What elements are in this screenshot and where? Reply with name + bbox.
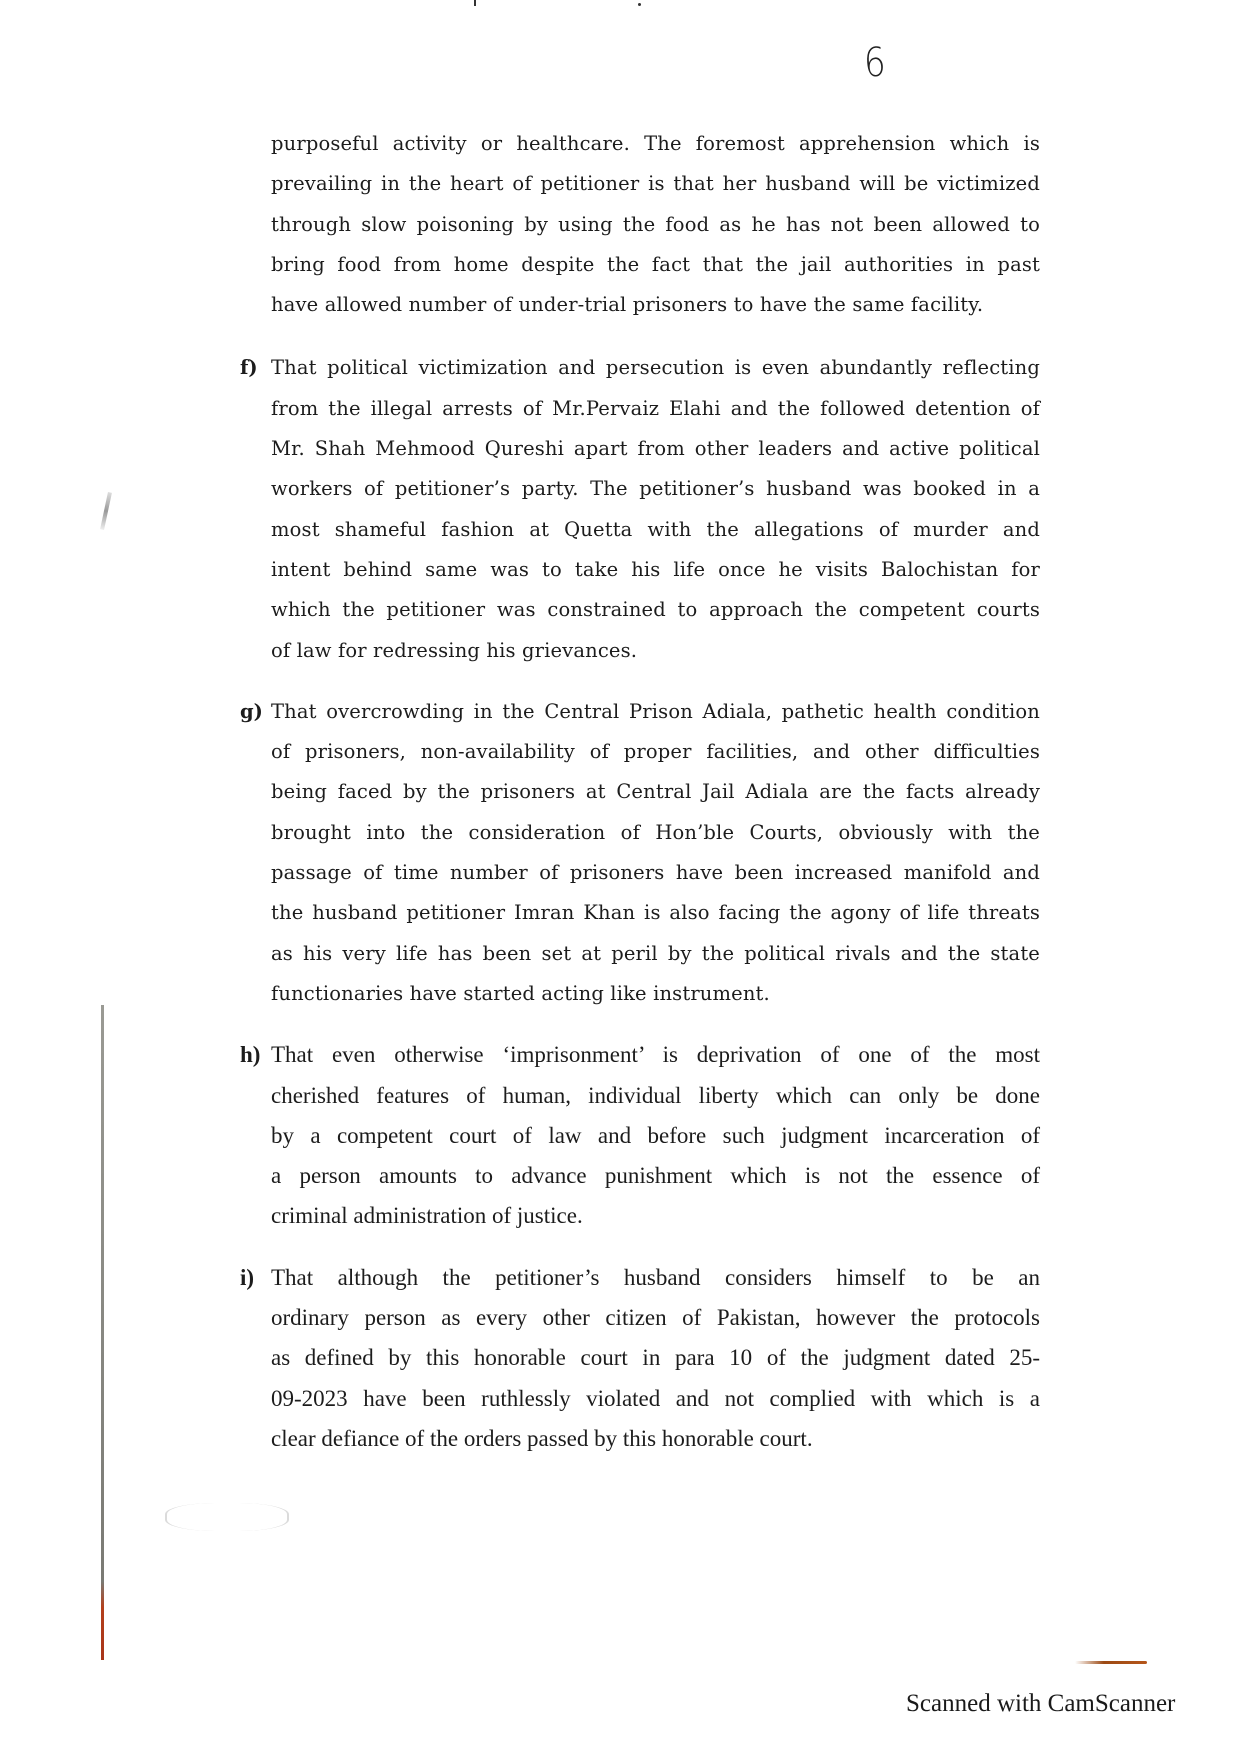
scan-artifact-smudge	[100, 492, 112, 530]
paragraph-g	[240, 692, 1040, 1014]
text-line: being faced by the prisoners at Central Jail Adiala are the facts already	[271, 780, 1040, 804]
scan-artifact-mark	[474, 0, 476, 6]
text-line: brought into the consideration of Hon’ble Courts, obviously with the	[271, 820, 1040, 844]
text-line: bring food from home despite the fact that the jail authorities in past	[271, 252, 1040, 276]
text-line: cherished features of human, individual liberty which can only be done	[271, 1082, 1040, 1108]
text-line: a person amounts to advance punishment which is not the essence of	[271, 1163, 1040, 1189]
text-line: ordinary person as every other citizen of Pakistan, however the protocols	[271, 1305, 1040, 1331]
camscanner-watermark: Scanned with CamScanner	[906, 1690, 1176, 1717]
paragraph-h	[240, 1035, 1040, 1236]
text-line: That political victimization and persecution is even abundantly reflecting	[271, 356, 1040, 380]
text-line: prevailing in the heart of petitioner is that her husband will be victimized	[271, 172, 1040, 196]
text-line: That although the petitioner’s husband considers himself to be an	[271, 1264, 1040, 1290]
text-line: most shameful fashion at Quetta with the allegations of murder and	[271, 517, 1040, 541]
text-line: functionaries have started acting like instrument.	[271, 981, 770, 1005]
binding-edge-line	[101, 1005, 104, 1660]
text-line: of prisoners, non-availability of proper facilities, and other difficulties	[271, 740, 1040, 764]
text-line: purposeful activity or healthcare. The foremost apprehension which is	[271, 132, 1040, 155]
paragraph-label: f)	[240, 356, 258, 380]
text-line: intent behind same was to take his life once he visits Balochistan for	[271, 557, 1040, 581]
pen-stroke-mark	[1075, 1661, 1147, 1664]
paragraph-f	[240, 348, 1040, 670]
scan-artifact-dot	[638, 3, 641, 6]
text-line: passage of time number of prisoners have been increased manifold and	[271, 861, 1040, 885]
document-body	[240, 124, 1040, 1480]
text-line: through slow poisoning by using the food as he has not been allowed to	[271, 212, 1040, 236]
text-line: 09-2023 have been ruthlessly violated and not complied with which is a	[271, 1385, 1040, 1411]
text-line: workers of petitioner’s party. The petitioner’s husband was booked in a	[271, 477, 1040, 501]
text-line: Mr. Shah Mehmood Qureshi apart from other leaders and active political	[271, 437, 1040, 461]
text-line: criminal administration of justice.	[271, 1203, 583, 1229]
stamp-ring-icon	[165, 1503, 289, 1531]
paragraph-label: g)	[240, 699, 263, 723]
text-line: as defined by this honorable court in para 10 of the judgment dated 25-	[271, 1345, 1040, 1371]
handwritten-page-number: 6	[862, 39, 887, 87]
paragraph-e-continuation	[240, 124, 1040, 325]
text-line: as his very life has been set at peril by the political rivals and the state	[271, 941, 1040, 965]
text-line: from the illegal arrests of Mr.Pervaiz Elahi and the followed detention of	[271, 396, 1040, 420]
text-line: have allowed number of under-trial prisoners to have the same facility.	[271, 293, 984, 317]
text-line: by a competent court of law and before such judgment incarceration of	[271, 1122, 1040, 1148]
paragraph-i	[240, 1258, 1040, 1459]
paragraph-label: h)	[240, 1042, 261, 1068]
text-line: of law for redressing his grievances.	[271, 638, 638, 662]
text-line: That even otherwise ‘imprisonment’ is deprivation of one of the most	[271, 1042, 1040, 1068]
text-line: which the petitioner was constrained to approach the competent courts	[271, 598, 1040, 622]
text-line: clear defiance of the orders passed by this honorable court.	[271, 1425, 813, 1451]
paragraph-label: i)	[240, 1264, 255, 1290]
text-line: the husband petitioner Imran Khan is also facing the agony of life threats	[271, 901, 1040, 925]
text-line: That overcrowding in the Central Prison Adiala, pathetic health condition	[271, 699, 1040, 723]
faded-stamp-impression	[160, 1455, 290, 1575]
